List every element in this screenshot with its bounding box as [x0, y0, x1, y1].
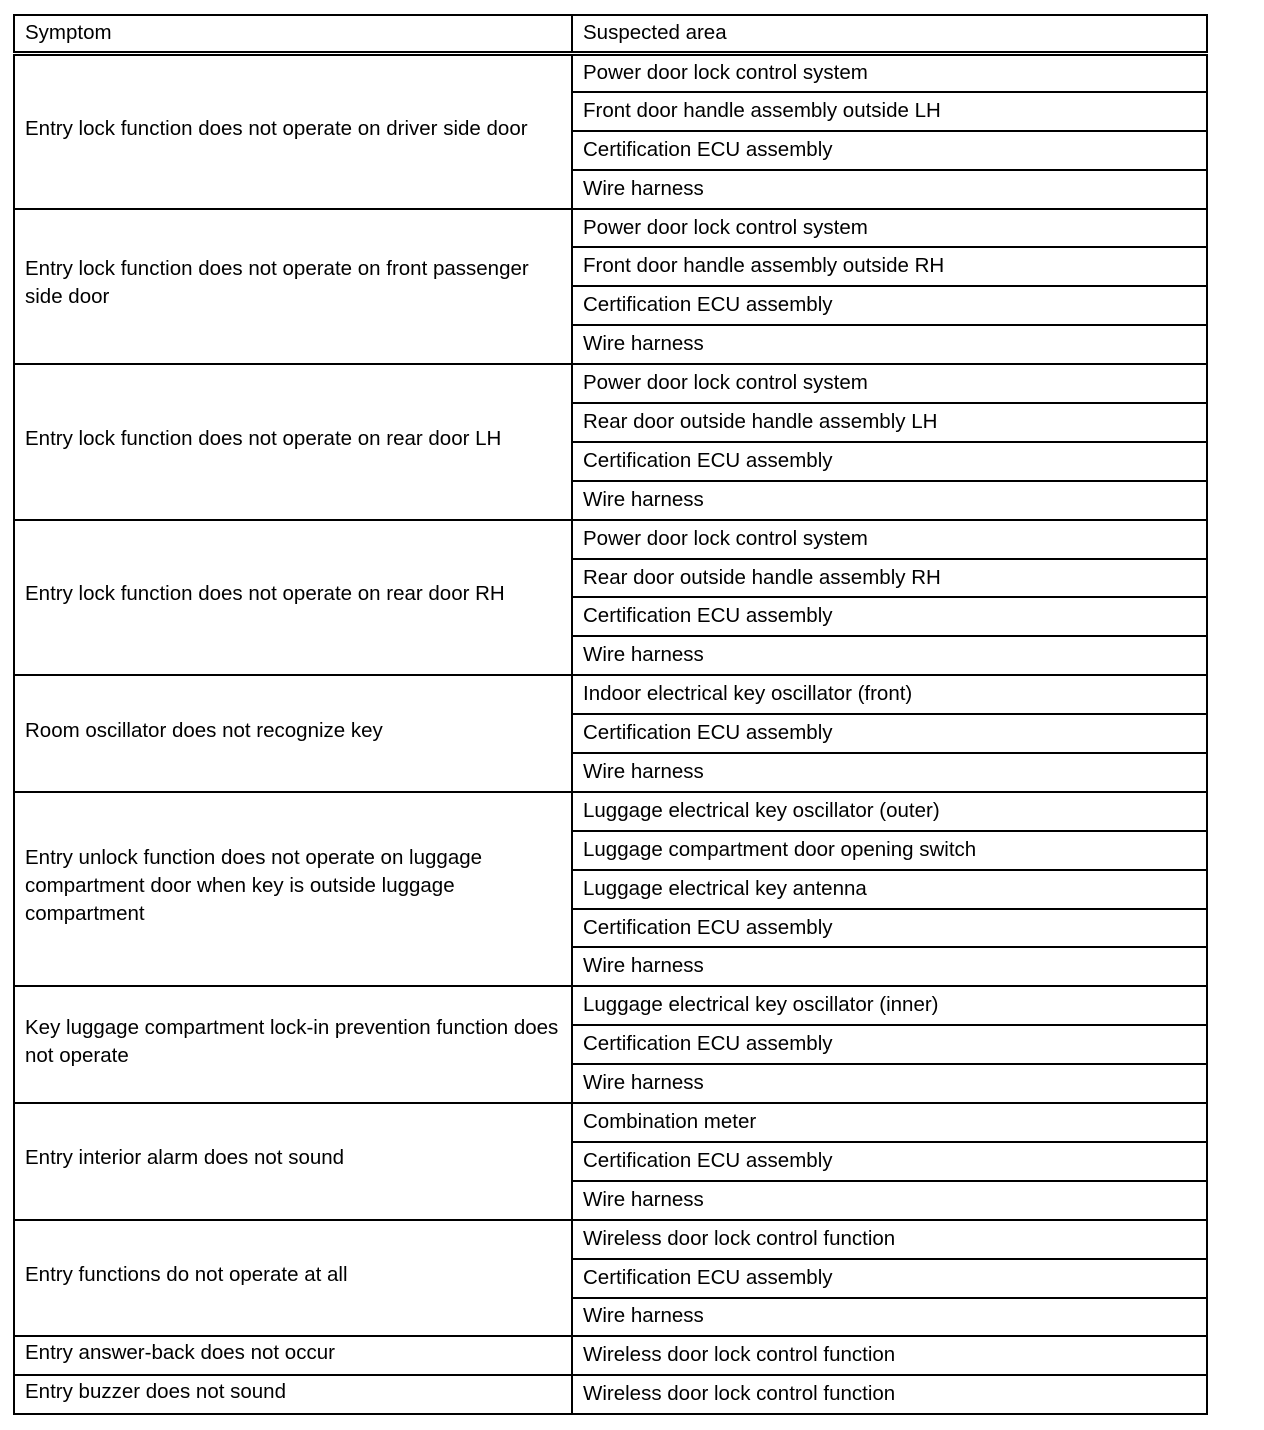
suspected-area-cell: Power door lock control system [572, 364, 1207, 403]
table-row [14, 1103, 1207, 1142]
table-row [14, 209, 1207, 248]
suspected-area-cell: Wire harness [572, 1181, 1207, 1220]
suspected-area-cell: Certification ECU assembly [572, 1142, 1207, 1181]
suspected-area-cell: Rear door outside handle assembly RH [572, 559, 1207, 598]
symptom-cell: Entry interior alarm does not sound [14, 1103, 572, 1220]
table-row [14, 364, 1207, 403]
suspected-area-cell: Power door lock control system [572, 209, 1207, 248]
suspected-area-cell: Front door handle assembly outside RH [572, 247, 1207, 286]
suspected-area-cell: Wireless door lock control function [572, 1375, 1207, 1414]
table-row [14, 792, 1207, 831]
suspected-area-cell: Certification ECU assembly [572, 909, 1207, 948]
suspected-area-cell: Wire harness [572, 1064, 1207, 1103]
symptom-cell: Room oscillator does not recognize key [14, 675, 572, 792]
table-row [14, 1220, 1207, 1259]
symptom-cell: Entry buzzer does not sound [14, 1375, 572, 1414]
suspected-area-cell: Wire harness [572, 1298, 1207, 1337]
suspected-area-cell: Certification ECU assembly [572, 286, 1207, 325]
table-row [14, 986, 1207, 1025]
suspected-area-cell: Certification ECU assembly [572, 442, 1207, 481]
symptom-cell: Entry lock function does not operate on front passenger side door [14, 209, 572, 365]
symptom-cell: Entry lock function does not operate on driver side door [14, 53, 572, 209]
table-row [14, 520, 1207, 559]
suspected-area-cell: Wire harness [572, 947, 1207, 986]
suspected-area-cell: Wireless door lock control function [572, 1336, 1207, 1375]
suspected-area-cell: Power door lock control system [572, 53, 1207, 92]
symptom-cell: Entry unlock function does not operate on luggage compartment door when key is outside luggage compartment [14, 792, 572, 986]
header-row [14, 15, 1207, 53]
suspected-area-cell: Indoor electrical key oscillator (front) [572, 675, 1207, 714]
symptom-cell: Key luggage compartment lock-in prevention function does not operate [14, 986, 572, 1103]
suspected-area-cell: Certification ECU assembly [572, 131, 1207, 170]
suspected-area-cell: Wire harness [572, 636, 1207, 675]
suspected-area-cell: Luggage electrical key oscillator (inner) [572, 986, 1207, 1025]
table-row [14, 1336, 1207, 1375]
suspected-area-cell: Luggage electrical key oscillator (outer) [572, 792, 1207, 831]
suspected-area-cell: Wireless door lock control function [572, 1220, 1207, 1259]
suspected-area-cell: Wire harness [572, 753, 1207, 792]
table-row [14, 53, 1207, 92]
symptom-header: Symptom [14, 15, 572, 53]
symptom-cell: Entry lock function does not operate on rear door LH [14, 364, 572, 520]
suspected-area-cell: Certification ECU assembly [572, 714, 1207, 753]
suspected-area-cell: Wire harness [572, 325, 1207, 364]
symptom-cell: Entry answer-back does not occur [14, 1336, 572, 1375]
suspected-area-cell: Certification ECU assembly [572, 1025, 1207, 1064]
suspected-area-cell: Certification ECU assembly [572, 597, 1207, 636]
suspected-area-cell: Luggage compartment door opening switch [572, 831, 1207, 870]
suspected-area-cell: Power door lock control system [572, 520, 1207, 559]
suspected-area-cell: Wire harness [572, 481, 1207, 520]
suspected-area-cell: Wire harness [572, 170, 1207, 209]
symptom-cell: Entry functions do not operate at all [14, 1220, 572, 1337]
suspected-area-header: Suspected area [572, 15, 1207, 53]
suspected-area-cell: Combination meter [572, 1103, 1207, 1142]
table-body [14, 53, 1207, 1414]
suspected-area-cell: Luggage electrical key antenna [572, 870, 1207, 909]
table-row [14, 675, 1207, 714]
suspected-area-cell: Certification ECU assembly [572, 1259, 1207, 1298]
symptom-cell: Entry lock function does not operate on rear door RH [14, 520, 572, 676]
table-row [14, 1375, 1207, 1414]
troubleshooting-table [13, 14, 1208, 1415]
suspected-area-cell: Rear door outside handle assembly LH [572, 403, 1207, 442]
suspected-area-cell: Front door handle assembly outside LH [572, 92, 1207, 131]
